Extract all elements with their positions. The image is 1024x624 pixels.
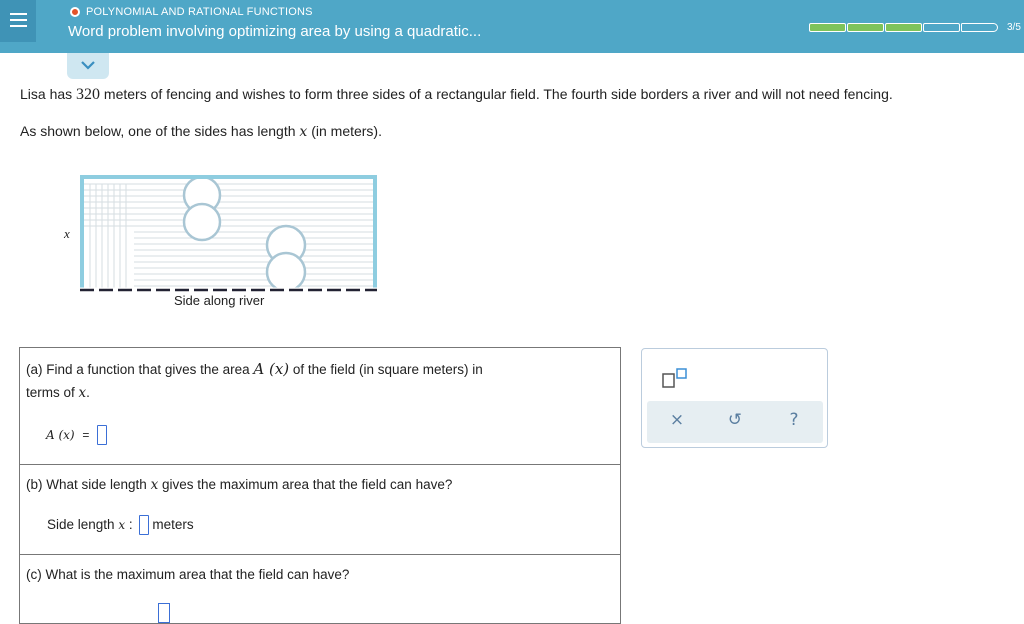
question-a-line-2 (26, 381, 90, 405)
problem-line-2 (20, 123, 382, 140)
topic-status-icon (70, 7, 80, 17)
chevron-down-icon (81, 61, 95, 70)
menu-button[interactable] (0, 0, 36, 42)
answer-b-row (47, 513, 194, 537)
collapse-toggle[interactable] (67, 53, 109, 79)
undo-button[interactable]: ↺ (727, 410, 743, 430)
answer-a-input[interactable] (97, 425, 107, 445)
topic-row (70, 6, 313, 18)
answer-a-row (46, 423, 107, 447)
question-a-line-1 (26, 358, 483, 381)
variable-x: x (78, 385, 87, 401)
question-text: (a) Find a function that gives the area (26, 362, 254, 377)
answer-b-input[interactable] (139, 515, 149, 535)
page-title: Word problem involving optimizing area by using a quadratic... (68, 23, 482, 40)
equals-sign: = (82, 428, 90, 442)
problem-text: meters of fencing and wishes to form three sides of a rectangular field. The fourth side borders a river and will not need fencing. (100, 86, 893, 102)
menu-icon-line (10, 19, 27, 21)
question-text: gives the maximum area that the field can have? (158, 477, 453, 492)
progress-segment (923, 23, 960, 32)
menu-icon (10, 13, 27, 15)
variable-x: x (150, 477, 159, 493)
help-button[interactable]: ? (789, 410, 799, 430)
answer-b-colon: : (125, 517, 133, 532)
progress-bar (809, 23, 999, 32)
progress-segment (961, 23, 998, 32)
problem-line-1 (20, 86, 893, 104)
math-palette (641, 348, 828, 448)
variable-x: x (118, 518, 126, 532)
topic-label: POLYNOMIAL AND RATIONAL FUNCTIONS (86, 6, 313, 18)
top-bar (0, 0, 1024, 53)
question-text: terms of (26, 385, 79, 400)
answer-b-label: Side length (47, 517, 119, 532)
progress-segment (809, 23, 846, 32)
problem-text: (in meters). (307, 123, 382, 139)
question-part-c (19, 554, 621, 624)
progress-segment (847, 23, 884, 32)
palette-actions (647, 401, 823, 443)
superscript-box-icon (662, 368, 690, 388)
question-part-a (19, 347, 621, 465)
clear-button[interactable]: × (669, 410, 685, 430)
progress-text: 3/5 (1007, 22, 1021, 33)
question-text: of the field (in square meters) in (289, 362, 483, 377)
question-text: (b) What side length (26, 477, 151, 492)
answer-a-label: A (x) (46, 428, 75, 442)
question-part-b (19, 464, 621, 555)
variable-x: x (299, 124, 308, 140)
question-b-line (26, 473, 452, 497)
fencing-amount: 320 (76, 86, 101, 103)
river-side-label: Side along river (174, 293, 265, 308)
progress-segment (885, 23, 922, 32)
problem-text: As shown below, one of the sides has length (20, 123, 300, 139)
superscript-button[interactable] (662, 368, 690, 392)
answer-b-unit: meters (152, 517, 194, 532)
question-c-line: (c) What is the maximum area that the field can have? (26, 567, 350, 582)
problem-text: Lisa has (20, 86, 77, 102)
answer-c-input[interactable] (158, 603, 170, 623)
function-a-x: A (x) (253, 360, 290, 378)
question-text: . (86, 385, 90, 400)
side-x-label: x (64, 226, 70, 241)
menu-icon-line (10, 25, 27, 27)
